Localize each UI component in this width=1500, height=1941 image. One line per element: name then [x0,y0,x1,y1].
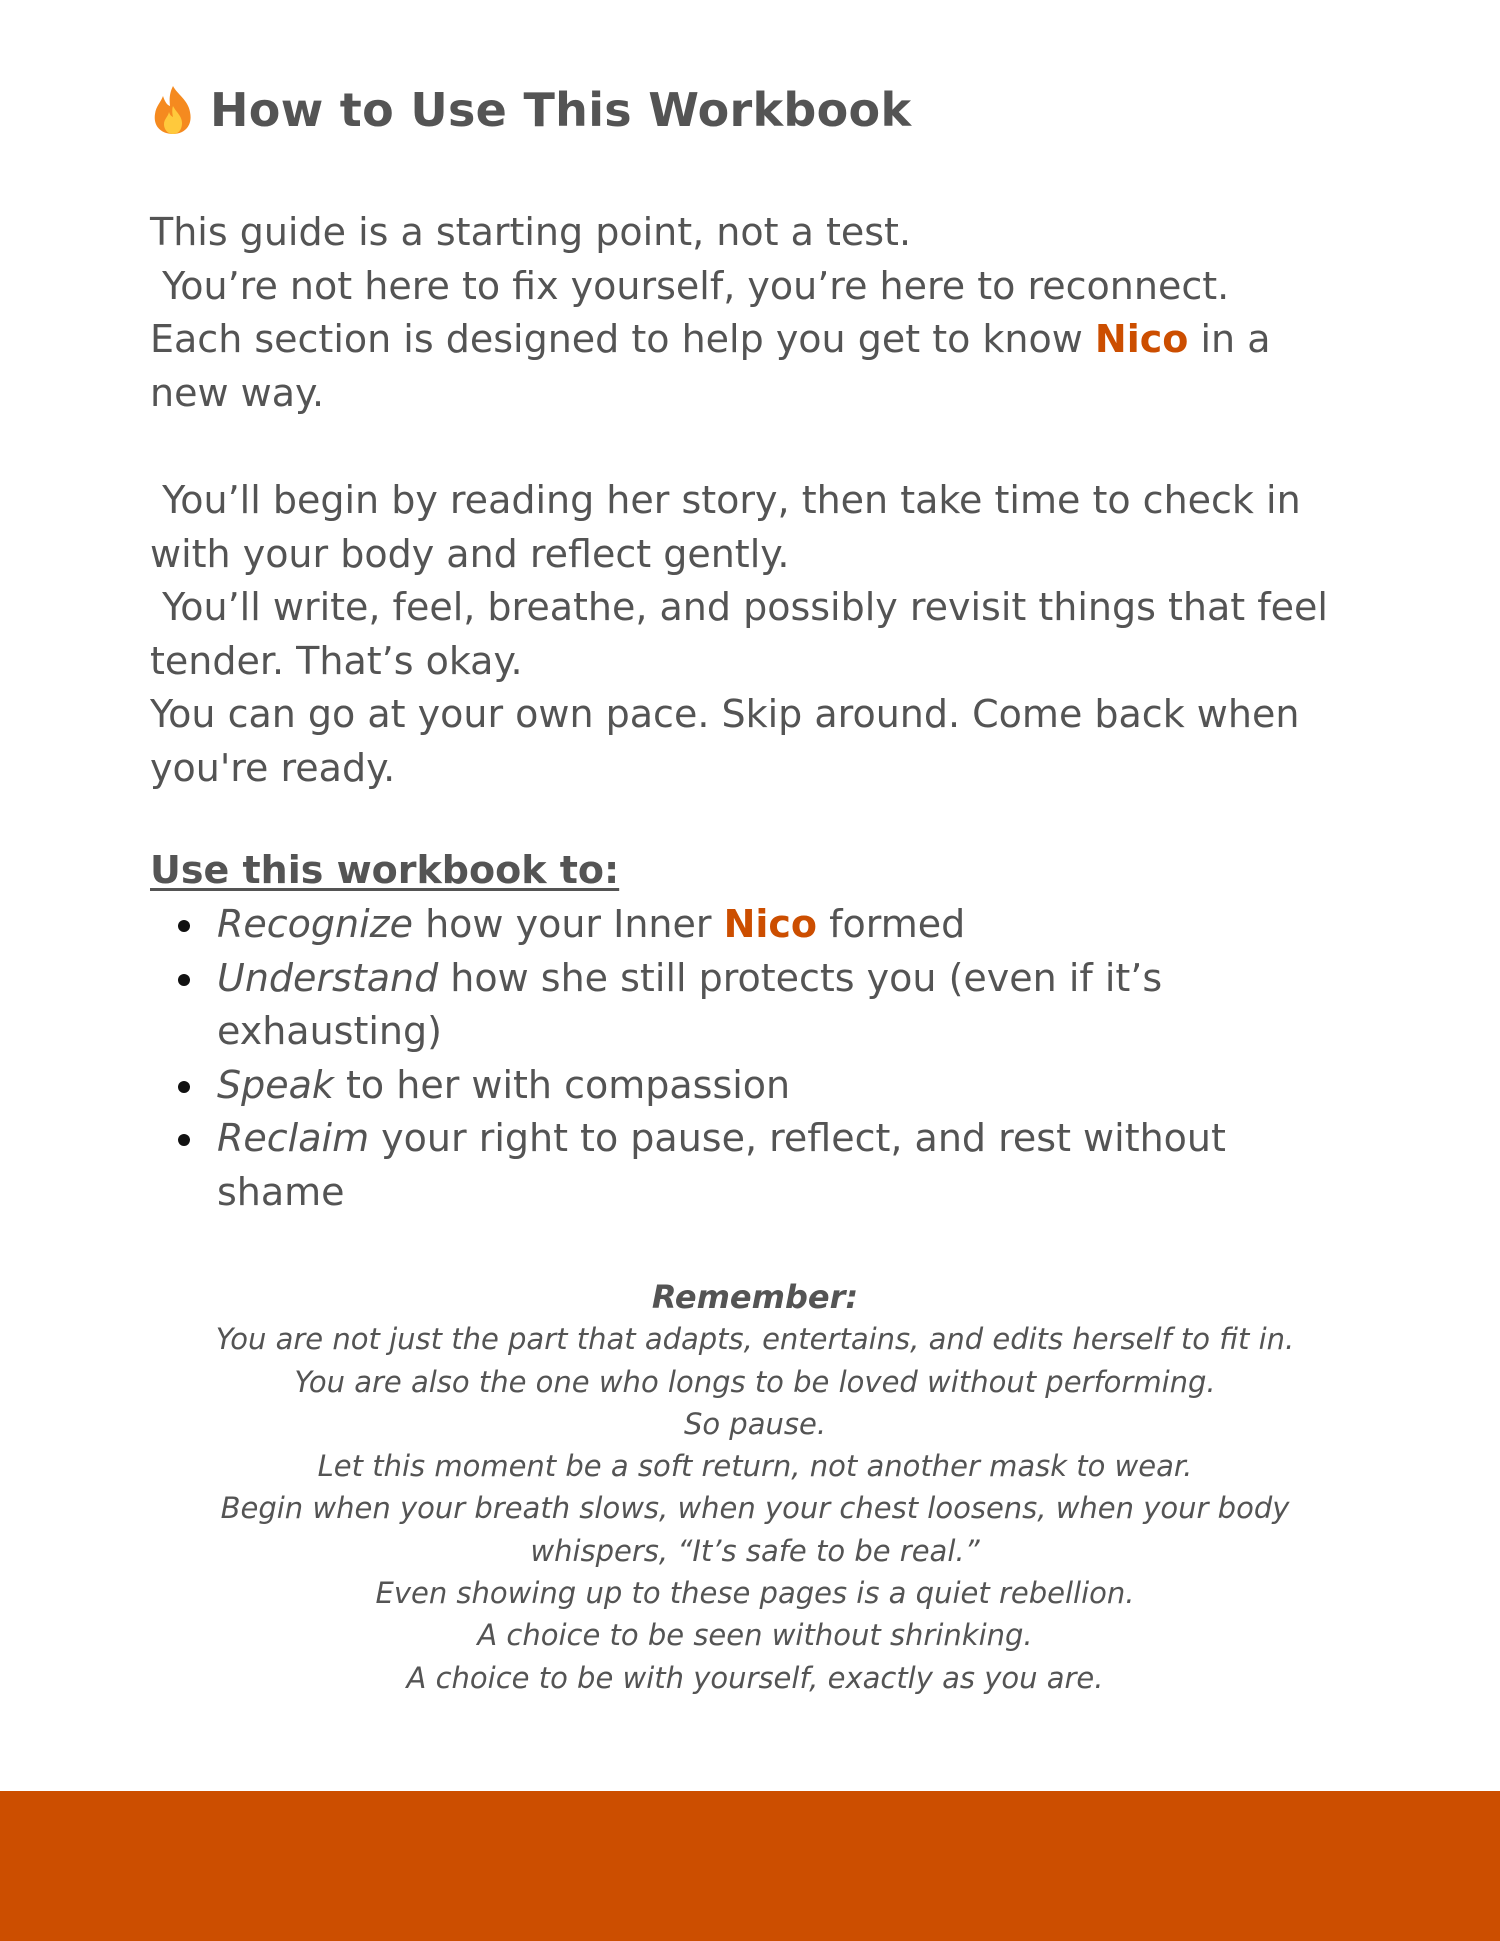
page-title: How to Use This Workbook [210,83,912,137]
bullet-verb: Understand [217,955,439,1000]
intro-line: You can go at your own pace. Skip around. Come back when you're ready. [150,692,1312,790]
remember-block [150,1276,1360,1699]
intro-text-segment: Each section is designed to help you get to know [150,317,1095,362]
remember-line: A choice to be seen without shrinking. [477,1618,1033,1653]
remember-line: Even showing up to these pages is a quiet rebellion. [375,1576,1135,1611]
fire-icon [150,84,196,136]
remember-line: Let this moment be a soft return, not another mask to wear. [317,1449,1193,1484]
highlight-name: Nico [723,902,818,946]
bullet-text: how she still protects you (even if it’s exhausting) [217,955,1163,1054]
intro-line: You’re not here to fix yourself, you’re here to reconnect. [150,263,1230,308]
bullet-list [150,898,1260,1220]
bullet-text: to her with compassion [333,1062,791,1107]
paragraph-gap [150,420,1360,474]
list-item [150,1112,1260,1219]
remember-heading: Remember: [651,1278,859,1316]
remember-line: A choice to be with yourself, exactly as you are. [406,1660,1104,1695]
remember-line: You are not just the part that adapts, entertains, and edits herself to fit in. [215,1322,1295,1357]
bullet-text: how your Inner [413,902,724,946]
footer-bar [0,1791,1500,1941]
bullet-verb: Reclaim [217,1116,370,1161]
bullet-verb: Speak [217,1062,334,1107]
intro-line: You’ll write, feel, breathe, and possibly revisit things that feel tender. That’s okay. [150,585,1341,683]
list-item [150,952,1260,1059]
title-row [150,82,911,138]
use-heading: Use this workbook to: [150,848,620,892]
highlight-name: Nico [1094,317,1189,362]
remember-line: You are also the one who longs to be loved without performing. [294,1364,1216,1399]
bullet-verb: Recognize [217,902,414,946]
bullet-text: formed [817,902,966,946]
intro-text-segment: in a new way. [150,317,1283,415]
remember-line: So pause. [683,1406,827,1441]
remember-line: Begin when your breath slows, when your chest loosens, when your body whispers, “It’s safe to be real.” [220,1491,1290,1568]
list-item [150,1059,1260,1113]
bullet-text: your right to pause, reflect, and rest without shame [217,1116,1226,1214]
intro-line [150,313,1360,420]
intro-line: This guide is a starting point, not a test. [150,210,912,254]
intro-text [150,206,1360,796]
intro-line: You’ll begin by reading her story, then take time to check in with your body and reflect gently. [150,477,1313,576]
list-item [150,898,1260,952]
